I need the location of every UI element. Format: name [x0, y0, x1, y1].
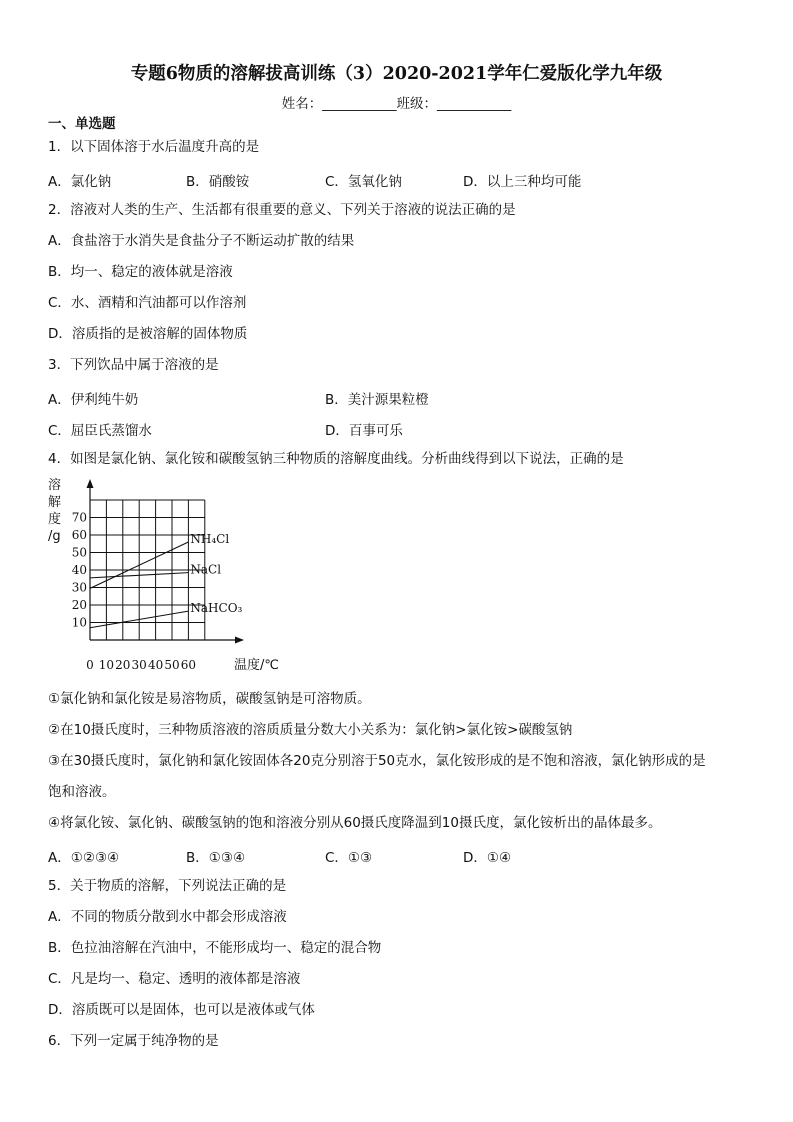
q3-option-b: B．美汁源果粒橙: [325, 392, 429, 408]
y-tick-label: 60: [71, 528, 87, 542]
q4-statement-3: ③在30摄氏度时，氯化钠和氯化铵固体各20克分别溶于50克水，氯化铵形成的是不饱和溶液，氯化钠形成的是: [48, 753, 706, 769]
section-heading: 一、单选题: [48, 116, 116, 132]
q1-option-c: C．氢氧化钠: [325, 174, 402, 190]
series-label: NaHCO₃: [190, 601, 243, 616]
q3-option-c: C．屈臣氏蒸馏水: [48, 423, 152, 439]
x-tick-label: 20: [115, 658, 131, 672]
x-tick-label: 50: [164, 658, 180, 672]
q4-statement-4: ④将氯化铵、氯化钠、碳酸氢钠的饱和溶液分别从60摄氏度降温到10摄氏度，氯化铵析出的晶体最多。: [48, 815, 662, 831]
q4-option-b: B．①③④: [186, 850, 246, 866]
x-tick-label: 0: [86, 658, 94, 672]
q5-option-b: B．色拉油溶解在汽油中，不能形成均一、稳定的混合物: [48, 940, 382, 956]
y-axis-arrow: [87, 479, 94, 488]
y-tick-label: 20: [71, 598, 87, 612]
q1-option-b: B．硝酸铵: [186, 174, 250, 190]
student-info-line: [0, 92, 793, 112]
q5-stem: 5．关于物质的溶解，下列说法正确的是: [48, 878, 287, 894]
q1-stem: 1．以下固体溶于水后温度升高的是: [48, 139, 260, 155]
x-tick-label: 60: [180, 658, 197, 672]
x-axis-arrow: [235, 637, 244, 644]
q3-stem: 3．下列饮品中属于溶液的是: [48, 357, 219, 373]
x-tick-label: 30: [131, 658, 147, 672]
y-tick-label: 70: [71, 510, 87, 525]
y-axis-label-char: /g: [48, 529, 61, 544]
y-tick-label: 10: [71, 615, 87, 630]
x-tick-label: 10: [98, 658, 115, 672]
q3-option-a: A．伊利纯牛奶: [48, 392, 139, 408]
q1-option-a: A．氯化钠: [48, 174, 112, 190]
x-axis-label: 温度/℃: [234, 658, 279, 673]
y-axis-label-char: 度: [48, 512, 62, 527]
q2-stem: 2．溶液对人类的生产、生活都有很重要的意义、下列关于溶液的说法正确的是: [48, 202, 516, 218]
page-title: 专题6物质的溶解拔高训练（3）2020-2021学年仁爱版化学九年级: [130, 64, 663, 84]
class-label: 班级：: [396, 96, 437, 112]
q4-statement-1: ①氯化钠和氯化铵是易溶物质，碳酸氢钠是可溶物质。: [48, 691, 371, 707]
y-tick-label: 50: [71, 545, 87, 560]
q2-option-b: B．均一、稳定的液体就是溶液: [48, 264, 233, 280]
series-label: NaCl: [190, 562, 222, 577]
q2-option-a: A．食盐溶于水消失是食盐分子不断运动扩散的结果: [48, 233, 355, 249]
q4-statement-2: ②在10摄氏度时，三种物质溶液的溶质质量分数大小关系为：氯化钠>氯化铵>碳酸氢钠: [48, 722, 573, 738]
q4-stem: 4．如图是氯化钠、氯化铵和碳酸氢钠三种物质的溶解度曲线。分析曲线得到以下说法，正确的是: [48, 451, 624, 467]
y-axis-label-char: 解: [48, 495, 62, 510]
q5-option-a: A．不同的物质分散到水中都会形成溶液: [48, 909, 287, 925]
q4-option-c: C．①③: [325, 850, 373, 866]
x-tick-label: 40: [147, 658, 164, 672]
q3-option-d: D．百事可乐: [325, 423, 403, 439]
q5-option-d: D．溶质既可以是固体，也可以是液体或气体: [48, 1002, 315, 1018]
q1-option-d: D．以上三种均可能: [463, 174, 582, 190]
y-axis-label-char: 溶: [48, 478, 62, 493]
series-label: NH₄Cl: [190, 532, 230, 546]
q2-option-d: D．溶质指的是被溶解的固体物质: [48, 326, 248, 342]
name-label: 姓名：: [281, 96, 323, 112]
q6-stem: 6．下列一定属于纯净物的是: [48, 1033, 219, 1049]
name-blank: ___________: [322, 96, 397, 112]
q2-option-c: C．水、酒精和汽油都可以作溶剂: [48, 295, 247, 311]
q4-statement-3-cont: 饱和溶液。: [48, 784, 116, 800]
class-blank: ___________: [437, 96, 512, 112]
q5-option-c: C．凡是均一、稳定、透明的液体都是溶液: [48, 971, 301, 987]
solubility-chart: [45, 476, 295, 681]
q4-option-a: A．①②③④: [48, 850, 120, 866]
y-tick-label: 40: [71, 563, 87, 577]
q4-option-d: D．①④: [463, 850, 512, 866]
y-tick-label: 30: [71, 580, 87, 595]
